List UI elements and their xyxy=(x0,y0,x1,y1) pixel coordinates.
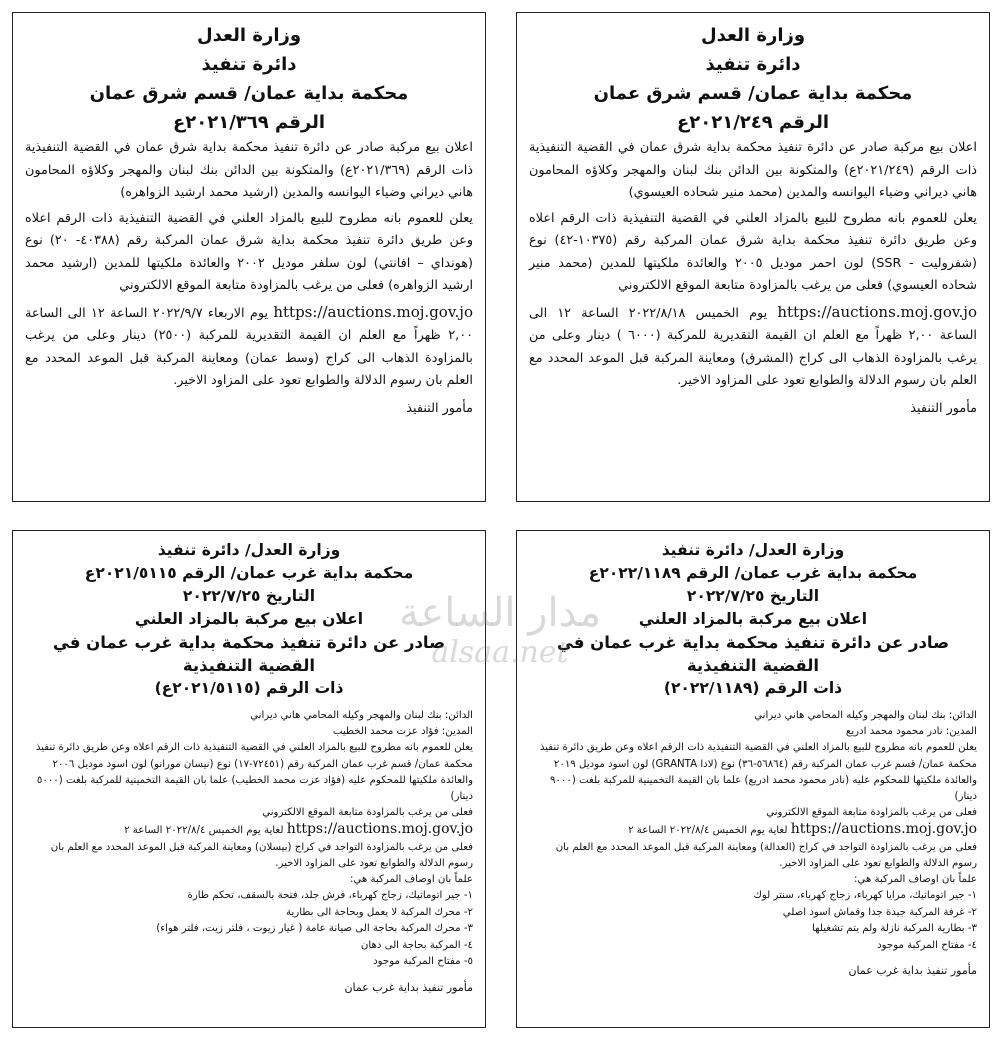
notice-ministry: وزارة العدل/ دائرة تنفيذ xyxy=(157,541,341,559)
notice-paragraph: فعلى من يرغب بالمزاودة التواجد في كراج (بيسلان) ومعاينة المركبة قبل الموعد المحدد مع العلم بان رسوم الدلالة والطوابع تعود على المزاود الاخير. xyxy=(50,841,473,869)
list-item: ٢- محرك المركبة لا يعمل وبحاجة الى بطارية xyxy=(285,906,473,918)
notice-paragraph xyxy=(25,821,473,839)
notice-west-amman-1189 xyxy=(516,530,990,1028)
notice-schedule: يوم الاربعاء ٢٠٢٢/٩/٧ الساعة ١٢ الى الساعة ٢,٠٠ ظهراً مع العلم ان القيمة التقديرية للمركبة (٢٥٠٠) دينار وعلى من يرغب بالمزاودة الذهاب الى كراج (وسط عمان) ومعاينة المركبة قبل الموعد المحدد مع العلم بان رسوم الدلالة والطوابع تعود على المزاود الاخير. xyxy=(25,305,473,388)
spec-title: علماً بان اوصاف المركبة هي: xyxy=(853,874,977,886)
notice-body xyxy=(529,137,977,393)
notice-schedule: لغاية يوم الخميس ٢٠٢٢/٨/٤ الساعة ٢ xyxy=(124,825,284,837)
auction-website-link[interactable]: https://auctions.moj.gov.jo xyxy=(777,302,977,321)
notice-body xyxy=(25,708,473,971)
notice-creditor: الدائن: بنك لبنان والمهجر وكيله المحامي هاني ديراني xyxy=(754,710,977,721)
notice-debtor: المدين: فؤاد عزت محمد الخطيب xyxy=(332,726,473,738)
notice-paragraph: يعلن للعموم بانه مطروح للبيع بالمزاد العلني في القضية التنفيذية ذات الرقم اعلاه وعن طريق دائرة تنفيذ محكمة بداية شرق عمان المركبة رقم (١٠٣٧٥-٤٢) نوع (شفروليت - SSR) لون احمر موديل ٢٠٠٥ والعائدة ملكيتها للمدين (محمد منير شحاده العيسوي) فعلى من يرغب بالمزاودة متابعة الموقع الالكتروني xyxy=(529,210,978,293)
notice-west-amman-5115 xyxy=(12,530,486,1028)
notice-body xyxy=(529,708,977,954)
spec-title: علماً بان اوصاف المركبة هي: xyxy=(349,874,473,886)
notice-department: دائرة تنفيذ xyxy=(705,54,801,75)
notice-east-amman-249 xyxy=(516,12,990,502)
notice-debtor: المدين: نادر محمود محمد ادريع xyxy=(845,726,977,738)
notice-paragraph: يعلن للعموم بانه مطروح للبيع بالمزاد العلني في القضية التنفيذية ذات الرقم اعلاه وعن طريق دائرة تنفيذ محكمة عمان/ قسم غرب عمان المركبة رقم (٧٢٤٥١-١٧) نوع (نيسان مورانو) لون اسود موديل ٢٠٠٦ والعائدة ملكيتها للمحكوم عليه (فؤاد عزت محمد الخطيب) علما بان القيمة التخمينية للمركبة بلغت (٥٠٠٠ دينار) xyxy=(35,742,473,803)
notice-paragraph xyxy=(25,301,473,393)
list-item: ٥- مفتاح المركبة موجود xyxy=(373,956,473,968)
notice-paragraph xyxy=(529,301,977,393)
notice-paragraph: فعلى من يرغب بالمزاودة متابعة الموقع الالكتروني xyxy=(262,807,473,819)
notice-title: اعلان بيع مركبة بالمزاد العلني xyxy=(134,610,364,628)
notice-paragraph: فعلى من يرغب بالمزاودة متابعة الموقع الالكتروني xyxy=(766,807,977,819)
notice-court: محكمة بداية عمان/ قسم شرق عمان xyxy=(89,83,409,104)
notice-signature: مأمور التنفيذ xyxy=(910,400,977,416)
notice-creditor: الدائن: بنك لبنان والمهجر وكيله المحامي هاني ديراني xyxy=(250,710,473,721)
auction-website-link[interactable]: https://auctions.moj.gov.jo xyxy=(286,821,473,838)
list-item: ٣- بطارية المركبة نازلة ولم يتم تشغيلها xyxy=(812,923,977,935)
notice-date: التاريخ ٢٠٢٢/٧/٢٥ xyxy=(182,587,316,605)
list-item: ١- جير اتوماتيك، مرايا كهرباء، زجاج كهرباء، سنتر لوك xyxy=(753,890,977,902)
notice-court: محكمة بداية عمان/ قسم شرق عمان xyxy=(593,83,913,104)
watermark-latin: alsaa.net xyxy=(431,635,569,670)
notice-title: اعلان بيع مركبة بالمزاد العلني xyxy=(638,610,868,628)
list-item: ٢- غرفة المركبة جيدة جدا وقماش اسود اصلي xyxy=(782,906,977,918)
notice-case-number: الرقم ٢٠٢١/٣٦٩ع xyxy=(172,112,326,133)
watermark-arabic: مدار الساعة xyxy=(398,590,602,636)
spec-list xyxy=(25,888,473,971)
notice-case-number: ذات الرقم (٢٠٢١/٥١١٥ع) xyxy=(154,679,344,697)
list-item: ٤- المركبة بحاجة الى دهان xyxy=(360,939,473,951)
notice-ministry: وزارة العدل/ دائرة تنفيذ xyxy=(661,541,845,559)
notice-schedule: لغاية يوم الخميس ٢٠٢٢/٨/٤ الساعة ٢ xyxy=(628,825,788,837)
auction-website-link[interactable]: https://auctions.moj.gov.jo xyxy=(790,821,977,838)
notice-issuer: صادر عن دائرة تنفيذ محكمة بداية غرب عمان في القضية التنفيذية xyxy=(52,633,446,675)
notice-case-number: ذات الرقم (٢٠٢٢/١١٨٩) xyxy=(663,679,843,697)
notice-schedule: يوم الخميس ٢٠٢٢/٨/١٨ الساعة ١٢ الى الساعة ٢,٠٠ ظهراً مع العلم ان القيمة التقديرية للمركبة (٦٠٠٠ ) دينار وعلى من يرغب بالمزاودة الذهاب الى كراج (المشرق) ومعاينة المركبة قبل الموعد المحدد مع العلم بان رسوم الدلالة والطوابع تعود على المزاود الاخير. xyxy=(529,305,977,388)
list-item: ٤- مفتاح المركبة موجود xyxy=(877,939,977,951)
notice-paragraph: اعلان بيع مركبة صادر عن دائرة تنفيذ محكمة بداية شرق عمان في القضية التنفيذية ذات الرقم (٢٠٢١/٣٦٩ع) والمتكونة بين الدائن بنك لبنان والمهجر وكلاؤه المحامون هاني ديراني وضياء اليوانسه والمدين (ارشيد محمد ارشيد الزواهره) xyxy=(25,140,473,200)
notice-signature: مأمور تنفيذ بداية غرب عمان xyxy=(848,964,977,978)
notice-court: محكمة بداية غرب عمان/ الرقم ٢٠٢١/٥١١٥ع xyxy=(84,564,414,582)
notice-body xyxy=(25,137,473,393)
notice-paragraph: يعلن للعموم بانه مطروح للبيع بالمزاد العلني في القضية التنفيذية ذات الرقم اعلاه وعن طريق دائرة تنفيذ محكمة عمان/ قسم غرب عمان المركبة رقم (٥٦٨٦٤-٣٦) نوع (لادا GRANTA) لون اسود موديل ٢٠١٩ والعائدة ملكيتها للمحكوم عليه (نادر محمود محمد ادريع) علما بان القيمة التخمينية للمركبة بلغت (٩٠٠٠ دينار) xyxy=(539,742,977,803)
list-item: ١- جير اتوماتيك، زجاج كهرباء، فرش جلد، فتحة بالسقف، تحكم طارة xyxy=(187,890,473,902)
notice-signature: مأمور تنفيذ بداية غرب عمان xyxy=(344,980,473,994)
notice-paragraph: فعلى من يرغب بالمزاودة التواجد في كراج (العدالة) ومعاينة المركبة قبل الموعد المحدد مع العلم بان رسوم الدلالة والطوابع تعود على المزاود الاخير. xyxy=(555,841,977,869)
notice-paragraph: يعلن للعموم بانه مطروح للبيع بالمزاد العلني في القضية التنفيذية ذات الرقم اعلاه وعن طريق دائرة تنفيذ محكمة بداية شرق عمان المركبة رقم (٤٠٣٨٨- ٢٠) نوع (هونداي – افانتي) لون سلفر موديل ٢٠٠٢ والعائدة ملكيتها للمدين (ارشيد محمد ارشيد الزواهره) فعلى من يرغب بالمزاودة متابعة الموقع الالكتروني xyxy=(25,210,474,293)
notice-court: محكمة بداية غرب عمان/ الرقم ٢٠٢٢/١١٨٩ع xyxy=(588,564,918,582)
notice-east-amman-369 xyxy=(12,12,486,502)
notice-ministry: وزارة العدل xyxy=(196,25,302,46)
notice-paragraph: اعلان بيع مركبة صادر عن دائرة تنفيذ محكمة بداية شرق عمان في القضية التنفيذية ذات الرقم (٢٠٢١/٢٤٩ع) والمتكونة بين الدائن بنك لبنان والمهجر وكلاؤه المحامون هاني ديراني وضياء اليوانسه والمدين (محمد منير شحاده العيسوي) xyxy=(529,140,977,200)
notice-issuer: صادر عن دائرة تنفيذ محكمة بداية غرب عمان في القضية التنفيذية xyxy=(556,633,950,675)
notice-department: دائرة تنفيذ xyxy=(201,54,297,75)
auction-website-link[interactable]: https://auctions.moj.gov.jo xyxy=(273,302,473,321)
spec-list xyxy=(529,888,977,954)
notice-case-number: الرقم ٢٠٢١/٢٤٩ع xyxy=(676,112,830,133)
notice-date: التاريخ ٢٠٢٢/٧/٢٥ xyxy=(686,587,820,605)
notice-signature: مأمور التنفيذ xyxy=(406,400,473,416)
list-item: ٣- محرك المركبة بحاجة الى صيانة عامة ( غيار زيوت ، فلتر زيت، فلتر هواء) xyxy=(156,923,473,935)
notice-paragraph xyxy=(529,821,977,839)
notice-ministry: وزارة العدل xyxy=(700,25,806,46)
